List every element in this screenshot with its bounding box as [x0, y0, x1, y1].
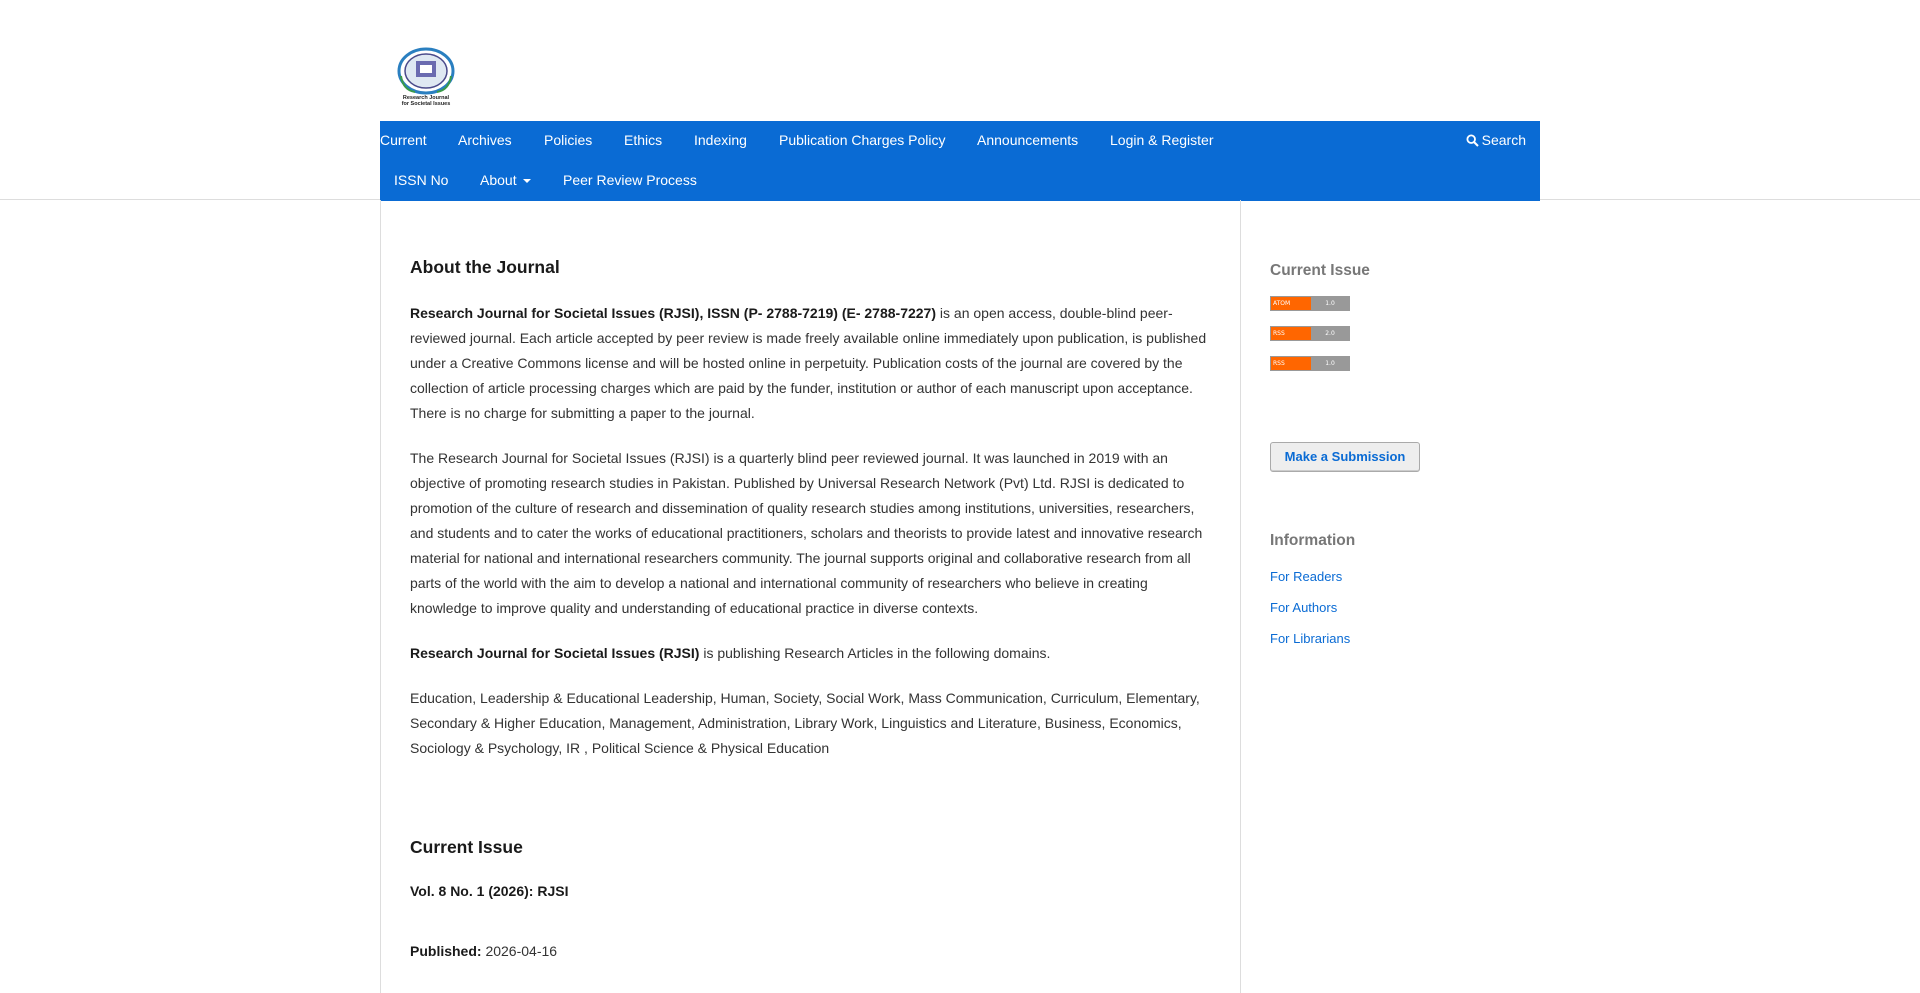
nav-indexing[interactable]: Indexing	[694, 132, 747, 148]
domains-intro-text: is publishing Research Articles in the following domains.	[699, 645, 1051, 661]
intro-body-text: is an open access, double-blind peer-reviewed journal. Each article accepted by peer review is made freely available online immediately upon publication, is published under a Creative Commons license and will be hosted online in perpetuity. Publication costs of the journal are covered by the collection of article processing charges which are paid by the funder, institution or author of each manuscript upon acceptance. There is no charge for submitting a paper to the journal.	[410, 305, 1207, 421]
rss2-feed-version: 2.0	[1311, 327, 1349, 340]
svg-text:for Societal Issues: for Societal Issues	[401, 101, 451, 107]
search-button[interactable]	[1466, 132, 1526, 148]
svg-text:Research Journal: Research Journal	[402, 95, 450, 101]
intro-paragraph	[410, 301, 1212, 426]
nav-announcements[interactable]: Announcements	[977, 132, 1079, 148]
published-label: Published:	[410, 943, 482, 959]
for-librarians-link[interactable]: For Librarians	[1270, 631, 1351, 646]
nav-archives[interactable]: Archives	[458, 132, 512, 148]
published-line	[410, 939, 1212, 964]
primary-navigation	[380, 121, 1540, 201]
make-submission-button[interactable]: Make a Submission	[1270, 442, 1420, 472]
nav-policies[interactable]: Policies	[544, 132, 593, 148]
sidebar-information-title: Information	[1270, 532, 1356, 549]
sidebar-current-issue-title: Current Issue	[1270, 262, 1370, 279]
domains-intro-bold: Research Journal for Societal Issues (RJSI)	[410, 645, 700, 661]
atom-feed-label: ATOM	[1271, 297, 1311, 310]
rss2-feed-label: RSS	[1271, 327, 1311, 340]
domains-intro-paragraph	[410, 641, 1212, 666]
rss1-feed-version: 1.0	[1311, 357, 1349, 370]
for-authors-link[interactable]: For Authors	[1270, 600, 1338, 615]
description-paragraph: The Research Journal for Societal Issues (RJSI) is a quarterly blind peer reviewed journal. It was launched in 2019 with an objective of promoting research studies in Pakistan. Published by Universal Research Network (Pvt) Ltd. RJSI is dedicated to promotion of the culture of research and dissemination of quality research studies among institutions, universities, researchers, and students and to cater the works of educational practitioners, scholars and theorists to provide latest and innovative research material for national and international researchers community. The journal supports original and collaborative research from all parts of the world with the aim to develop a national and international community of researchers who believe in creating knowledge to improve quality and understanding of educational practice in diverse contexts.	[410, 450, 1203, 616]
published-date: 2026-04-16	[481, 943, 558, 959]
rss2-feed-badge[interactable]	[1270, 326, 1350, 341]
nav-current[interactable]: Current	[380, 132, 427, 148]
nav-about-label: About	[480, 172, 517, 188]
nav-about-dropdown[interactable]	[480, 172, 531, 188]
current-issue-heading: Current Issue	[410, 837, 523, 857]
for-readers-link[interactable]: For Readers	[1270, 569, 1343, 584]
atom-feed-version: 1.0	[1311, 297, 1349, 310]
intro-bold-text: Research Journal for Societal Issues (RJSI), ISSN (P- 2788-7219) (E- 2788-7227)	[410, 305, 937, 321]
nav-login-register[interactable]: Login & Register	[1110, 132, 1214, 148]
about-journal-heading: About the Journal	[410, 257, 560, 277]
rss1-feed-badge[interactable]	[1270, 356, 1350, 371]
search-label: Search	[1481, 132, 1526, 148]
nav-issn-no[interactable]: ISSN No	[394, 172, 449, 188]
rss1-feed-label: RSS	[1271, 357, 1311, 370]
issue-title-link[interactable]: Vol. 8 No. 1 (2026): RJSI	[410, 883, 569, 899]
caret-down-icon	[523, 179, 531, 183]
sidebar	[1270, 200, 1510, 993]
journal-logo[interactable]	[393, 46, 459, 108]
logo-emblem-icon	[393, 46, 459, 108]
nav-publication-charges-policy[interactable]: Publication Charges Policy	[779, 132, 946, 148]
search-icon	[1466, 134, 1479, 147]
atom-feed-badge[interactable]	[1270, 296, 1350, 311]
main-content-area	[380, 200, 1241, 993]
nav-peer-review-process[interactable]: Peer Review Process	[563, 172, 697, 188]
site-header	[0, 0, 1920, 200]
nav-ethics[interactable]: Ethics	[624, 132, 663, 148]
domains-list-paragraph: Education, Leadership & Educational Leadership, Human, Society, Social Work, Mass Communication, Curriculum, Elementary, Secondary & Higher Education, Management, Administration, Library Work, Linguistics and Literature, Business, Economics, Sociology & Psychology, IR , Political Science & Physical Education	[410, 690, 1200, 756]
